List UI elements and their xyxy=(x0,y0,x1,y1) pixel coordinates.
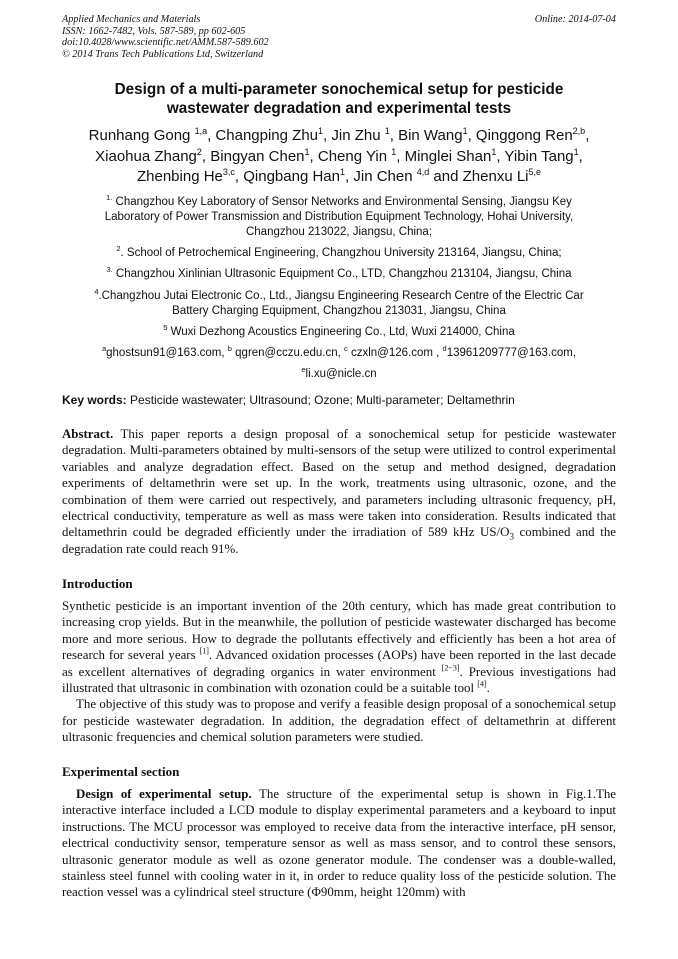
author-separator: , xyxy=(585,127,590,144)
author-affiliation-mark: 2 xyxy=(196,146,202,157)
journal-name: Applied Mechanics and Materials xyxy=(62,14,201,25)
author-name: Changping Zhu xyxy=(215,127,318,144)
author-affiliation-mark: 1 xyxy=(384,126,390,136)
author-separator: , xyxy=(467,127,476,144)
introduction-body xyxy=(62,598,616,746)
author-separator: , xyxy=(309,147,318,165)
author-affiliation-mark: 1 xyxy=(391,146,397,157)
subsection-label: Design of experimental setup. xyxy=(76,787,252,801)
author-affiliation-mark: 4,d xyxy=(416,167,430,177)
author-affiliation-mark: 1,a xyxy=(194,126,208,136)
citation[interactable]: [4] xyxy=(477,679,487,689)
introduction-paragraph-1 xyxy=(62,598,616,696)
author-affiliation-mark: 1 xyxy=(340,167,346,177)
author-name: Runhang Gong xyxy=(88,127,195,144)
affiliation-1 xyxy=(62,195,616,240)
issn-line: ISSN: 1662-7482, Vols. 587-589, pp 602-605 xyxy=(62,25,246,37)
author-name: Bin Wang xyxy=(398,127,463,144)
author-separator: , xyxy=(323,127,332,144)
email-mark: a xyxy=(101,344,107,354)
affiliation-mark: 4 xyxy=(94,287,99,297)
email-address[interactable]: qgren@cczu.edu.cn, xyxy=(231,347,344,359)
abstract-subscript: 3 xyxy=(509,532,514,543)
affiliation-mark: 5 xyxy=(163,323,168,333)
email-mark: d xyxy=(442,344,447,354)
email-mark: c xyxy=(344,344,348,354)
affiliation-text: . School of Petrochemical Engineering, Changzhou University 213164, Jiangsu, China; xyxy=(120,247,562,259)
paper-title xyxy=(60,80,618,118)
introduction-paragraph-2: The objective of this study was to propose and verify a feasible design proposal of a sonochemical setup for pesticide wastewater degradation. In addition, the degradation effect of deltamethrin at different ultrasonic frequencies and chemical solution parameters were studied. xyxy=(62,697,616,745)
affiliation-text: Changzhou Xinlinian Ultrasonic Equipment Co., LTD, Changzhou 213104, Jiangsu, China xyxy=(112,268,572,280)
online-date: Online: 2014-07-04 xyxy=(534,14,616,25)
author-line-3 xyxy=(56,167,622,188)
paragraph-text: . Advanced oxidation processes (AOPs) have been reported in the last decade as excellent alternatives of degrading organics in water environment xyxy=(62,648,616,679)
author-affiliation-mark: 1 xyxy=(318,126,324,136)
affiliation-text: Changzhou 213022, Jiangsu, China; xyxy=(245,226,433,238)
author-affiliation-mark: 2,b xyxy=(572,126,586,136)
email-list xyxy=(62,346,616,382)
author-name: Jin Zhu xyxy=(331,127,385,144)
keywords-label: Key words: xyxy=(62,393,127,407)
author-separator: and xyxy=(429,168,463,185)
author-separator: , xyxy=(234,168,244,185)
affiliation-mark: 2 xyxy=(116,244,121,254)
author-affiliation-mark: 3,c xyxy=(222,167,235,177)
affiliation-text: Wuxi Dezhong Acoustics Engineering Co., Ltd, Wuxi 214000, China xyxy=(167,326,515,338)
title-line-2: wastewater degradation and experimental tests xyxy=(166,100,512,117)
author-name: Minglei Shan xyxy=(404,147,492,165)
paragraph-text: Synthetic pesticide is an important invention of the 20th century, which has made great contribution to increasing crop yields. But in the meanwhile, the pollution of pesticide wastewater discharged has become more and more serious. How to degrade the pollutants effectively and efficiently has been a hot area of research for several years xyxy=(62,599,616,663)
author-list xyxy=(56,126,622,188)
keywords-text: Pesticide wastewater; Ultrasound; Ozone; Multi-parameter; Deltamethrin xyxy=(126,393,515,407)
affiliation-5 xyxy=(62,325,616,340)
author-name: Xiaohua Zhang xyxy=(95,147,197,165)
author-name: Zhenxu Li xyxy=(462,168,529,185)
journal-header xyxy=(62,14,616,60)
abstract-text: combined and the degradation rate could reach 91%. xyxy=(62,525,616,556)
keywords xyxy=(62,393,616,408)
author-line-1 xyxy=(56,126,622,147)
author-line-2 xyxy=(56,147,622,168)
author-name: Yibin Tang xyxy=(504,147,574,165)
email-mark: b xyxy=(227,344,232,354)
author-separator: , xyxy=(345,168,354,185)
citation[interactable]: [1] xyxy=(199,646,209,656)
doi-line: doi:10.4028/www.scientific.net/AMM.587-589.602 xyxy=(62,37,269,49)
abstract-text: This paper reports a design proposal of a sonochemical setup for pesticide wastewater degradation. Multi-parameters obtained by multi-sensors of the setup were utilized to control experimental variables and analyze degradation effect. Based on the setup and method designed, degradation experiments of deltamethrin were set up. In the work, treatments using ultrasonic, ozone, and the combination of them were carried out respectively, and parameters including ultrasonic frequency, pH, electrical conductivity, temperature as well as mass were taken into consideration. Results indicated that deltamethrin could be degraded efficiently under the irradiation of 589 kHz US/O xyxy=(62,427,616,540)
author-separator: , xyxy=(396,147,405,165)
experimental-body xyxy=(62,786,616,901)
author-affiliation-mark: 1 xyxy=(573,146,579,157)
author-separator: , xyxy=(496,147,505,165)
author-name: Zhenbing He xyxy=(136,168,223,185)
author-name: Jin Chen xyxy=(353,168,417,185)
email-mark: e xyxy=(301,365,306,375)
email-address[interactable]: ghostsun91@163.com, xyxy=(106,347,228,359)
affiliation-text: Changzhou Key Laboratory of Sensor Networks and Environmental Sensing, Jiangsu Key xyxy=(112,196,572,208)
author-affiliation-mark: 5,e xyxy=(528,167,542,177)
author-affiliation-mark: 1 xyxy=(462,126,468,136)
abstract-label: Abstract. xyxy=(62,427,114,441)
copyright-line: © 2014 Trans Tech Publications Ltd, Switzerland xyxy=(62,48,264,60)
affiliation-text: .Changzhou Jutai Electronic Co., Ltd., Jiangsu Engineering Research Centre of the Electric Car xyxy=(98,290,584,302)
author-separator: , xyxy=(201,147,211,165)
author-name: Qingbang Han xyxy=(243,168,340,185)
experimental-heading: Experimental section xyxy=(62,764,180,779)
introduction-heading: Introduction xyxy=(62,576,133,591)
citation[interactable]: [2−3] xyxy=(441,663,460,673)
affiliation-2 xyxy=(62,246,616,261)
author-name: Bingyan Chen xyxy=(210,147,305,165)
abstract xyxy=(62,426,616,557)
email-address[interactable]: 13961209777@163.com, xyxy=(446,347,577,359)
affiliation-3 xyxy=(62,267,616,282)
paragraph-text: . Previous investigations had illustrated that ultrasonic in combination with ozonation could be a suitable tool xyxy=(62,664,617,696)
affiliation-mark: 3. xyxy=(106,265,113,275)
author-affiliation-mark: 1 xyxy=(491,146,497,157)
email-address[interactable]: li.xu@nicle.cn xyxy=(305,368,377,380)
paragraph-text: . xyxy=(486,681,490,696)
author-name: Qinggong Ren xyxy=(475,127,573,144)
affiliation-mark: 1. xyxy=(106,193,113,203)
author-separator: , xyxy=(389,127,399,144)
email-address[interactable]: czxln@126.com , xyxy=(347,347,443,359)
affiliation-4 xyxy=(62,289,616,319)
affiliation-text: Laboratory of Power Transmission and Distribution Equipment Technology, Hohai University, xyxy=(104,211,574,223)
paragraph-text: The structure of the experimental setup is shown in Fig.1.The interactive interface included a LCD module to display experimental parameters and a keyboard to input instructions. The MCU processor was employed to receive data from the interactive interface, pH sensor, electrical conductivity sensor, temperature sensor as well as mass sensor, and to control these sensors, ultrasonic generator module as well as ozone generator module. The condenser was a double-walled, stainless steel funnel with cooling water in it, in order to reduce quality loss of the pesticide solution. The reaction vessel was a cylindrical steel structure (Φ90mm, height 120mm) with xyxy=(62,787,616,900)
author-name: Cheng Yin xyxy=(317,147,392,165)
author-separator: , xyxy=(578,147,583,165)
author-affiliation-mark: 1 xyxy=(304,146,310,157)
title-line-1: Design of a multi-parameter sonochemical setup for pesticide xyxy=(114,81,564,98)
affiliation-text: Battery Charging Equipment, Changzhou 213031, Jiangsu, China xyxy=(172,305,506,317)
author-separator: , xyxy=(207,127,216,144)
